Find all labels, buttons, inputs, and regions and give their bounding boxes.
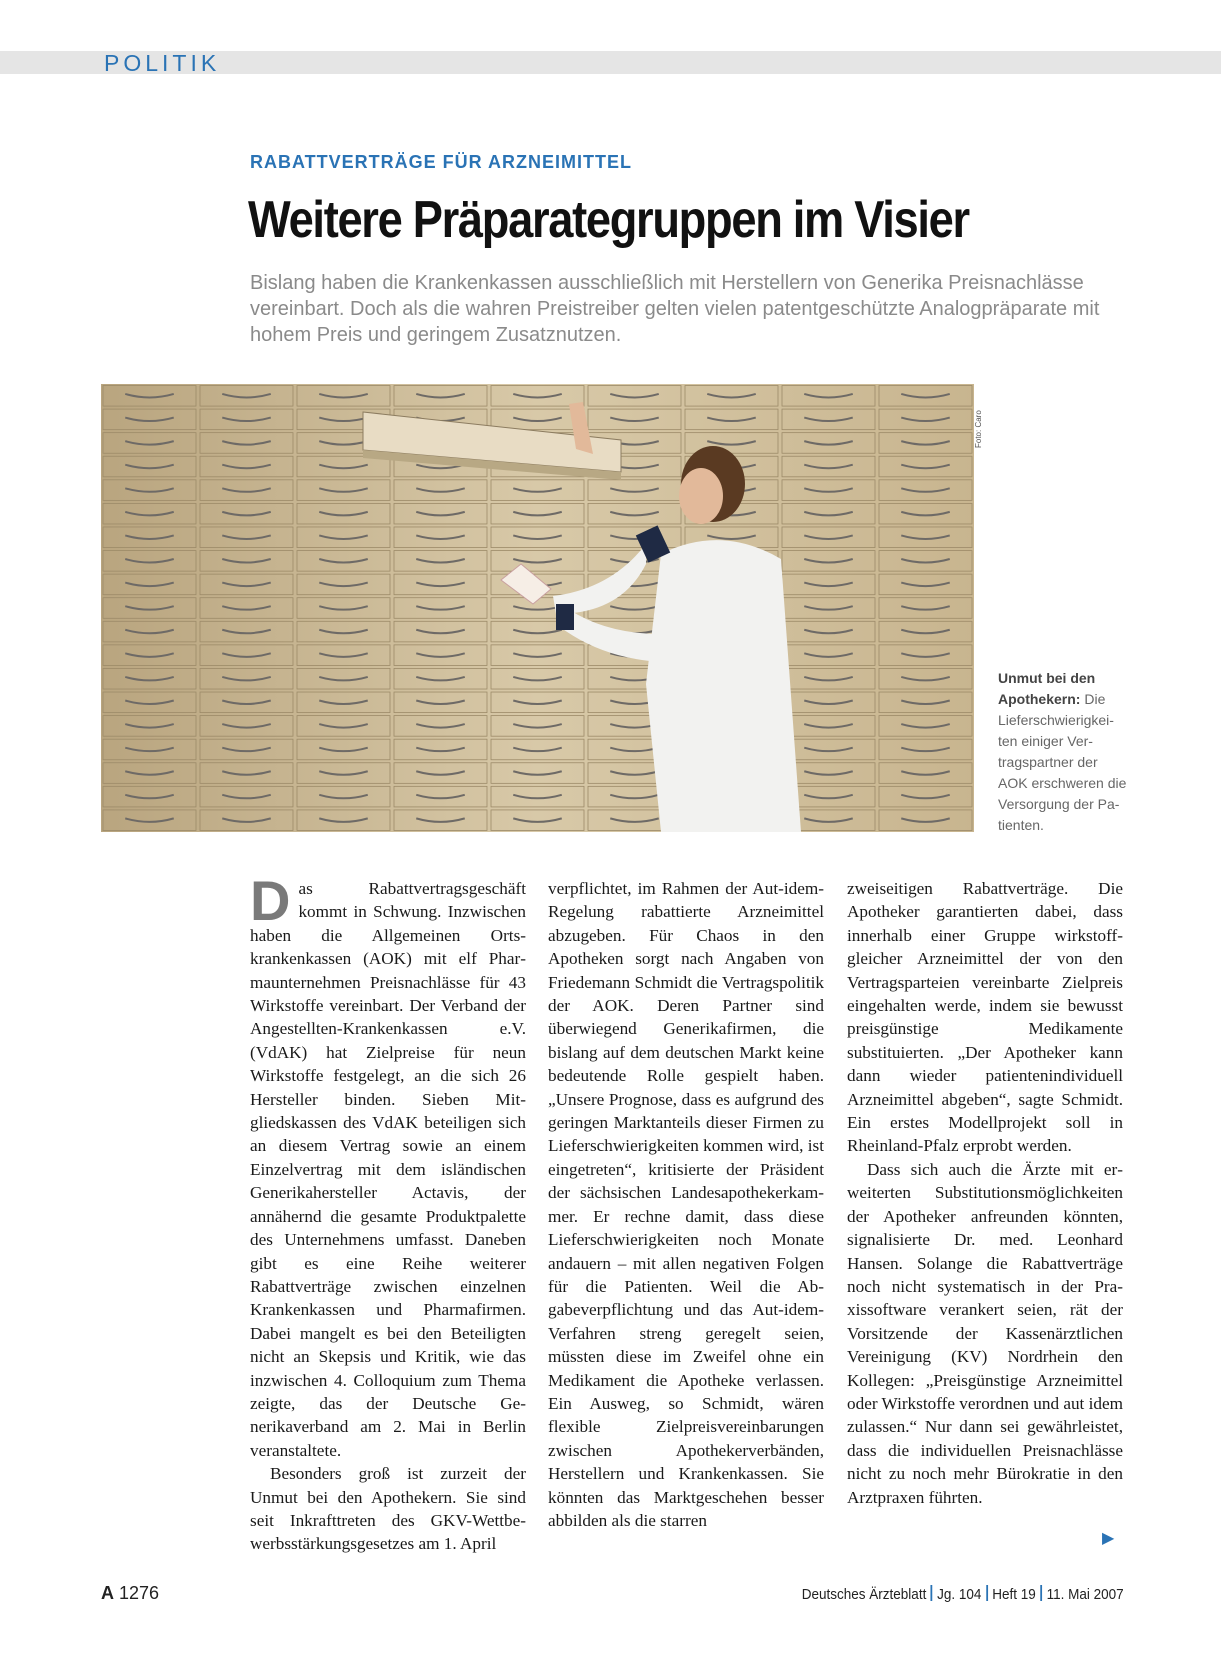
body-column-1 bbox=[250, 869, 526, 1556]
journal-info bbox=[802, 1585, 1124, 1603]
drop-cap: D bbox=[250, 869, 291, 932]
body-paragraph: verpflichtet, im Rahmen der Aut-idem-Regelung rabattierte Arzneimittel abzugeben. Für Chaos in den Apotheken sorgt nach Angaben von Friedemann Schmidt die Vertragspolitik der AOK. Deren Partner sind überwiegend Generikafirmen, die bislang auf dem deutschen Markt keine bedeutende Rolle gespielt haben. „Unsere Prognose, dass es aufgrund des geringen Marktanteils dieser Firmen zu Lieferschwierigkeiten kommen wird, ist eingetreten“, kritisierte der Präsident der sächsischen Landesapothekerkammer. Er rechne damit, dass diese Lieferschwierigkeiten noch Monate andauern – mit allen negativen Folgen für die Patienten. Weil die Abgabeverpflichtung und das Aut-idem-Verfahren streng geregelt seien, müssten diese im Zweifel ohne ein Medikament die Apotheke verlassen. Ein Ausweg, so Schmidt, wären flexible Zielpreisvereinbarungen zwischen Apothekerverbänden, Herstellern und Krankenkassen. Sie könnten das Marktgeschehen besser abbilden als die starren bbox=[548, 879, 824, 1530]
caption-heading: Unmut bei den Apothekern: bbox=[998, 670, 1096, 707]
body-paragraph: Besonders groß ist zurzeit der Unmut bei den Apothekern. Sie sind seit Inkrafttreten des GKV-Wettbewerbsstärkungsgesetzes am 1. April bbox=[250, 1464, 526, 1554]
body-column-3 bbox=[847, 877, 1123, 1509]
body-paragraph: zweiseitigen Rabattverträge. Die Apotheker garantierten dabei, dass innerhalb einer Gruppe wirkstoffgleicher Arzneimittel der von den Vertragsparteien vereinbarte Zielpreis eingehalten werde, indem sie bewusst preisgünstige Medikamente substituierten. „Der Apotheker kann dann wieder patientenindividuell Arzneimittel abgeben“, sagte Schmidt. Ein erstes Modellprojekt soll in Rheinland-Pfalz erprobt werden. bbox=[847, 879, 1123, 1156]
journal-date: 11. Mai 2007 bbox=[1046, 1586, 1124, 1603]
paragraph-text: as Rabattvertragsgeschäft kommt in Schwung. Inzwischen haben die Allgemeinen Ortskrankenkassen (AOK) mit elf Pharmaunternehmen Preisnachlässe für 43 Wirkstoffe vereinbart. Der Verband der Angestellten-Krankenkassen e.V. (VdAK) hat Zielpreise für neun Wirkstoffe festgelegt, an die sich 26 Hersteller binden. Sieben Mitgliedskassen des VdAK beteiligen sich an diesem Vertrag sowie an einem Einzelvertrag mit dem isländischen Generikahersteller Actavis, der annähernd die gesamte Produktpalette des Unternehmens umfasst. Daneben gibt es eine Reihe weiterer Rabattverträge zwischen einzelnen Krankenkassen und Pharmafirmen. Dabei mangelt es bei den Beteiligten nicht an Skepsis und Kritik, wie das inzwischen 4. Colloquium zum Thema zeigte, das der Deutsche Generikaverband am 2. Mai in Berlin veranstaltete. bbox=[250, 879, 526, 1460]
page-number-value: 1276 bbox=[119, 1583, 160, 1603]
journal-name: Deutsches Ärzteblatt bbox=[802, 1586, 927, 1603]
caption-text: Die Lieferschwierigkeiten einiger Vertragspartner der AOK erschweren die Versorgung der Patienten. bbox=[998, 691, 1127, 833]
section-label: POLITIK bbox=[104, 50, 221, 76]
photo-caption bbox=[998, 668, 1128, 836]
page-prefix: A bbox=[101, 1583, 114, 1603]
body-column-2 bbox=[548, 877, 824, 1532]
journal-issue: Heft 19 bbox=[992, 1586, 1037, 1603]
journal-volume: Jg. 104 bbox=[937, 1586, 982, 1603]
separator bbox=[1041, 1585, 1043, 1601]
article-headline: Weitere Präparategruppen im Visier bbox=[248, 191, 969, 249]
body-paragraph: Dass sich auch die Ärzte mit erweiterten Substitutionsmöglichkeiten der Apotheker anfreunden könnten, signalisierte Dr. med. Leonhard Hansen. Solange die Rabattverträge noch nicht systematisch in der Praxissoftware verankert seien, rät der Vorsitzende der Kassenärztlichen Vereinigung (KV) Nordrhein den Kollegen: „Preisgünstige Arzneimittel oder Wirkstoffe verordnen und aut idem zulassen.“ Nur dann sei gewährleistet, dass die individuellen Preisnachlässe nicht zu noch mehr Bürokratie in den Arztpraxen führten. bbox=[847, 1159, 1123, 1507]
play-arrow-icon: ▶ bbox=[1102, 1528, 1115, 1547]
separator bbox=[931, 1585, 933, 1601]
pharmacy-drawers-illustration bbox=[101, 384, 974, 832]
separator bbox=[986, 1585, 988, 1601]
article-photo bbox=[101, 384, 974, 832]
page-number bbox=[101, 1583, 159, 1604]
photo-credit: Foto: Caro bbox=[974, 410, 983, 448]
body-paragraph bbox=[250, 869, 526, 1462]
article-kicker: RABATTVERTRÄGE FÜR ARZNEIMITTEL bbox=[250, 152, 632, 172]
article-lead: Bislang haben die Krankenkassen ausschließlich mit Herstellern von Generika Preisnachlässe vereinbart. Doch als die wahren Preistreiber gelten vielen patentgeschützte Analogpräparate mit hohem Preis und geringem Zusatznutzen. bbox=[250, 272, 1100, 346]
